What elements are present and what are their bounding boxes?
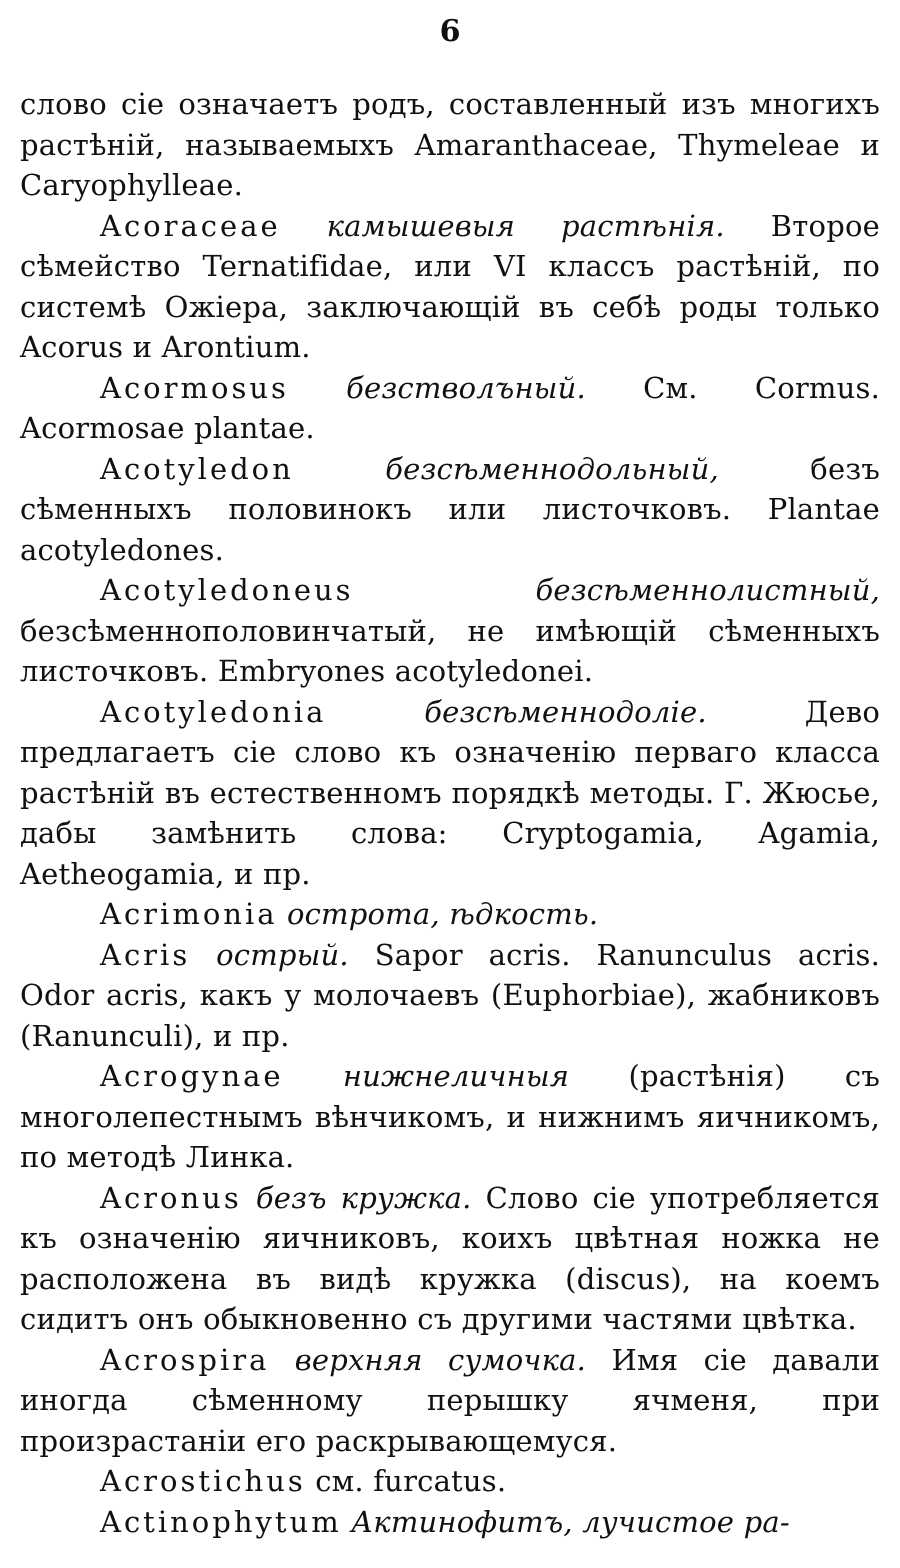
entry-body: безсѣменнополовинчатый, не имѣющій сѣменныхъ листочковъ. Embryones acotyledonei. (20, 613, 880, 688)
entry-body: см. furcatus. (315, 1464, 507, 1498)
entry-gloss: безстволъный. (346, 370, 586, 405)
entry-headword: Acronus (100, 1180, 242, 1215)
entry-acotyledoneus (20, 570, 880, 692)
entry-headword: Acrospira (100, 1342, 270, 1377)
entry-body: Слово сіе употребляется къ означенію яичниковъ, коихъ цвѣтная ножка не расположена въ видѣ кружка (discus), на коемъ сидитъ онъ обыкновенно съ другими частями цвѣтка. (20, 1180, 881, 1336)
entry-gloss: безсѣменнолистный, (535, 573, 880, 607)
entry-gloss: острота, ѣдкость. (286, 897, 599, 931)
entry-acris (20, 935, 880, 1057)
entry-gloss: камышевыя растѣнія. (326, 208, 725, 243)
entry-gloss: безсѣменнодоліе. (424, 694, 707, 729)
entry-acotyledon (20, 449, 880, 571)
entry-body: Второе сѣмейство Ternatifidae, или VI классъ растѣній, по системѣ Ожіера, заключающій въ себѣ роды только Acorus и Arontium. (20, 208, 880, 364)
entry-headword: Acris (100, 937, 191, 972)
entry-body: См. Cormus. Acormosae plantae. (20, 370, 881, 445)
entry-actinophytum (20, 1502, 880, 1543)
entry-acronus (20, 1178, 880, 1340)
entry-body: Имя сіе давали иногда сѣменному перышку ячменя, при произрастаніи его раскрывающемуся. (20, 1342, 880, 1458)
entry-gloss: острый. (216, 937, 349, 972)
entry-acrospira (20, 1340, 880, 1462)
entry-gloss: нижнеличныя (342, 1059, 570, 1093)
entry-body: безъ сѣменныхъ половинокъ или листочковъ. Plantae acotyledones. (20, 451, 880, 567)
entry-headword: Acrimonia (100, 897, 278, 931)
entry-headword: Acotyledonia (100, 694, 327, 729)
entry-headword: Acotyledon (100, 451, 294, 486)
entry-headword: Actinophytum (100, 1504, 342, 1539)
entry-acotyledonia (20, 692, 880, 895)
entry-gloss: безсѣменнодольный, (385, 451, 719, 486)
entry-body: Дево предлагаетъ сіе слово къ означенію перваго класса растѣній въ естественномъ порядкѣ методы. Г. Жюсье, дабы замѣнить слова: Cryptogamia, Agamia, Aetheogamia, и пр. (20, 694, 881, 891)
entry-body: (растѣнія) съ многолепестнымъ вѣнчикомъ, и нижнимъ яичникомъ, по методѣ Линка. (20, 1059, 881, 1174)
page-number: 6 (439, 14, 461, 49)
entry-acormosus (20, 368, 880, 449)
entry-acrimonia (20, 894, 880, 935)
entry-headword: Acrogynae (100, 1059, 284, 1093)
entry-acrostichus (20, 1461, 880, 1502)
entry-headword: Acrostichus (100, 1464, 306, 1498)
entry-body: Sapor acris. Ranunculus acris. Odor acris, какъ у молочаевъ (Euphorbiae), жабниковъ (Ranunculi), и пр. (20, 937, 880, 1053)
entry-body: слово сіе означаетъ родъ, составленный изъ многихъ растѣній, называемыхъ Amaranthaceae, Thymeleae и Caryophylleae. (20, 87, 880, 202)
entry-headword: Acoraceae (100, 208, 281, 243)
dictionary-text (20, 84, 880, 1542)
entry-continuation (20, 84, 880, 206)
entry-gloss: верхняя сумочка. (294, 1342, 587, 1377)
entry-gloss: безъ кружка. (255, 1180, 472, 1215)
entry-headword: Acormosus (100, 370, 289, 405)
entry-gloss: Актинофитъ, лучистое ра- (351, 1504, 790, 1539)
entry-acrogynae (20, 1056, 880, 1178)
entry-acoraceae (20, 206, 880, 368)
entry-headword: Acotyledoneus (100, 573, 354, 607)
